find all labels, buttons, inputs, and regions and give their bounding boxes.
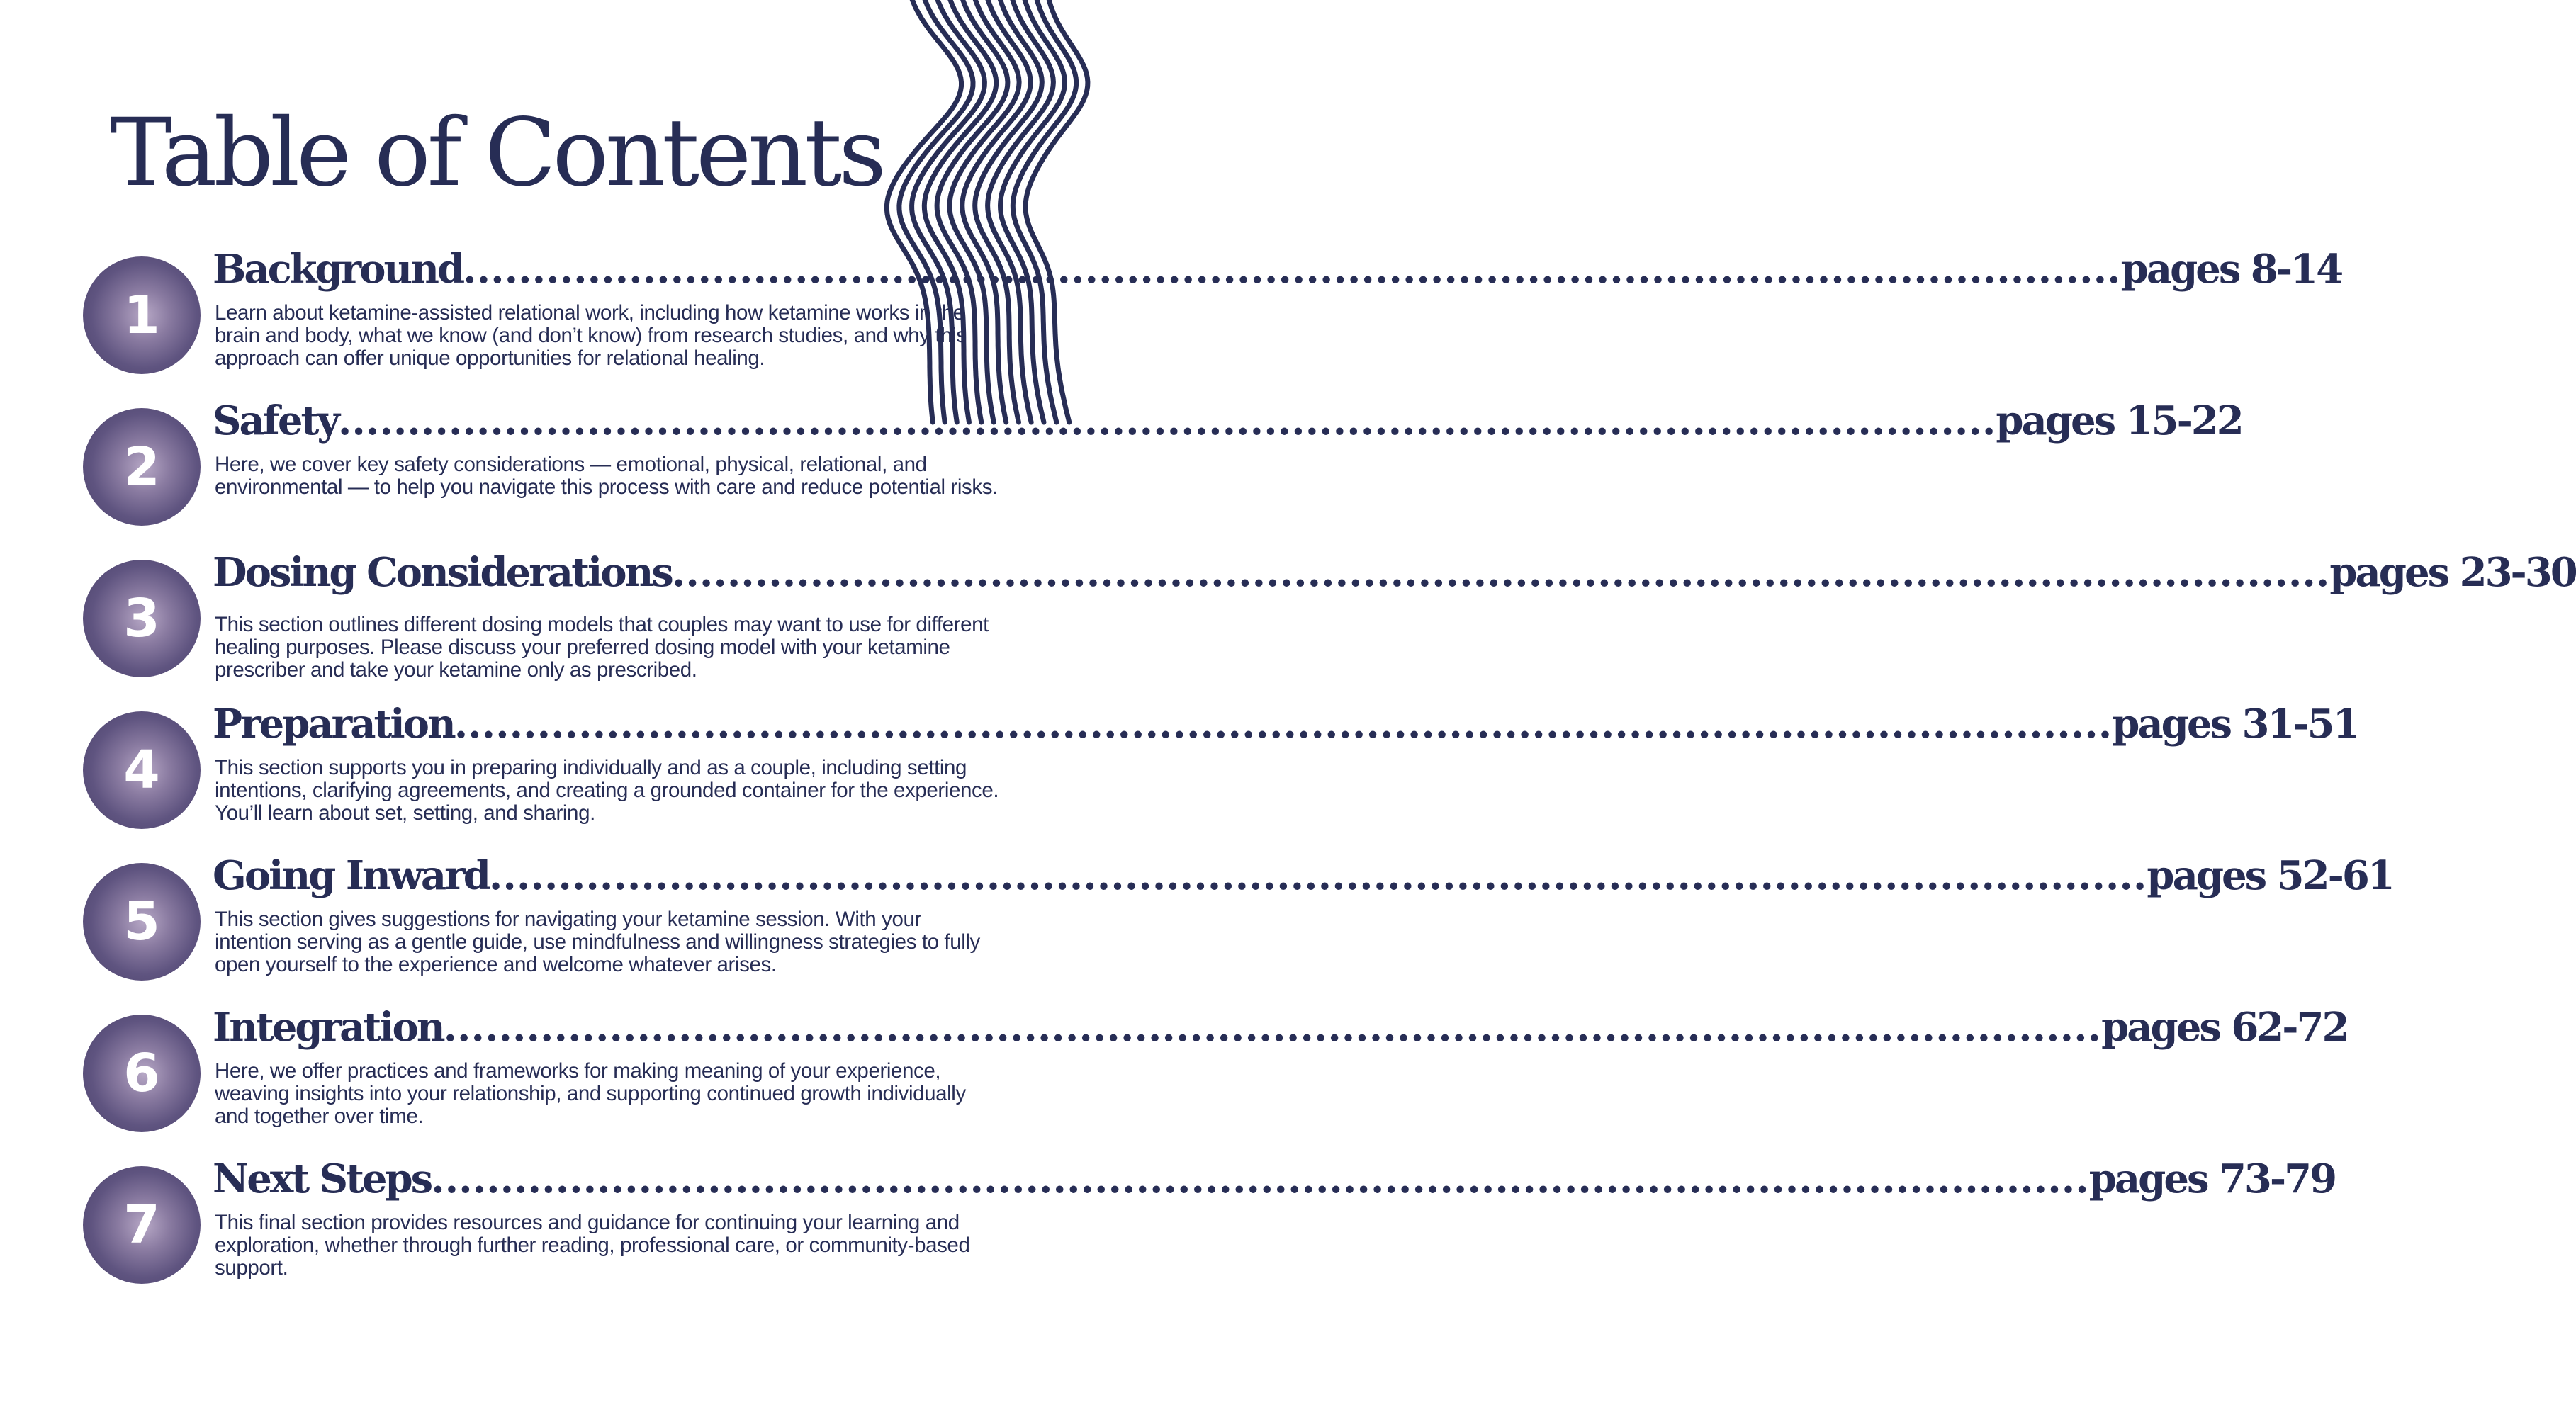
section-title: Safety bbox=[213, 397, 338, 444]
section-number-badge: 5 bbox=[83, 863, 201, 981]
section-number-badge: 6 bbox=[83, 1015, 201, 1132]
section-title: Dosing Considerations bbox=[213, 549, 672, 596]
section-title: Next Steps bbox=[213, 1156, 432, 1202]
section-title: Integration bbox=[213, 1004, 444, 1051]
section-description: This section outlines different dosing models that couples may want to use for different healing purposes. Please discuss your preferred dosing model with your ketamine prescriber and take your ketamine only as prescribed. bbox=[215, 613, 989, 682]
toc-entry-next-steps[interactable] bbox=[0, 1156, 2336, 1308]
dot-leader: ........................................................................................................................ bbox=[337, 397, 1996, 444]
toc-entry-preparation[interactable] bbox=[0, 701, 2358, 853]
page-range: pages 15-22 bbox=[1996, 397, 2242, 444]
page-range: pages 62-72 bbox=[2101, 1004, 2348, 1051]
section-title: Background bbox=[213, 246, 463, 293]
toc-entry-dosing-considerations[interactable] bbox=[0, 549, 2576, 701]
section-description: Learn about ketamine-assisted relational work, including how ketamine works in the brain and body, what we know (and don’t know) from research studies, and why this approach can offer unique opportunities for relational healing. bbox=[215, 301, 967, 370]
toc-entry-heading[interactable] bbox=[213, 701, 2358, 747]
toc-entry-heading[interactable] bbox=[213, 397, 2242, 444]
toc-entry-heading[interactable] bbox=[213, 852, 2393, 899]
dot-leader: ........................................................................................................................ bbox=[431, 1156, 2089, 1202]
section-description: Here, we cover key safety considerations — emotional, physical, relational, and environmental — to help you navigate this process with care and reduce potential risks. bbox=[215, 453, 998, 499]
dot-leader: ........................................................................................................................ bbox=[443, 1004, 2102, 1051]
toc-entry-heading[interactable] bbox=[213, 1004, 2348, 1051]
toc-entry-background[interactable] bbox=[0, 246, 2342, 398]
section-title: Preparation bbox=[213, 701, 454, 747]
toc-entry-safety[interactable] bbox=[0, 397, 2242, 550]
section-description: This final section provides resources and guidance for continuing your learning and exploration, whether through further reading, professional care, or community-based support. bbox=[215, 1211, 970, 1280]
section-description: This section gives suggestions for navigating your ketamine session. With your intention serving as a gentle guide, use mindfulness and willingness strategies to fully open yourself to the experience and welcome whatever arises. bbox=[215, 908, 980, 976]
toc-entry-heading[interactable] bbox=[213, 246, 2342, 293]
section-number-badge: 4 bbox=[83, 711, 201, 829]
page-range: pages 73-79 bbox=[2088, 1156, 2336, 1202]
page-range: pages 8-14 bbox=[2120, 246, 2342, 293]
dot-leader: ........................................................................................................................ bbox=[454, 701, 2113, 747]
section-description: Here, we offer practices and frameworks for making meaning of your experience, weaving insights into your relationship, and supporting continued growth individually and together over time. bbox=[215, 1059, 966, 1128]
section-number-badge: 3 bbox=[83, 560, 201, 677]
section-description: This section supports you in preparing individually and as a couple, including setting intentions, clarifying agreements, and creating a grounded container for the experience. You’ll learn about set, setting, and sharing. bbox=[215, 756, 999, 825]
page-title: Table of Contents bbox=[110, 98, 884, 208]
page-range: pages 31-51 bbox=[2112, 701, 2358, 747]
section-number-badge: 7 bbox=[83, 1166, 201, 1284]
dot-leader: ........................................................................................................................ bbox=[671, 549, 2330, 596]
toc-entry-heading[interactable] bbox=[213, 549, 2576, 596]
section-number-badge: 2 bbox=[83, 408, 201, 526]
page-range: pages 23-30 bbox=[2329, 549, 2576, 596]
toc-entry-going-inward[interactable] bbox=[0, 852, 2393, 1005]
section-title: Going Inward bbox=[213, 852, 489, 899]
toc-entry-integration[interactable] bbox=[0, 1004, 2348, 1156]
page-range: pages 52-61 bbox=[2147, 852, 2393, 899]
dot-leader: ........................................................................................................................ bbox=[463, 246, 2121, 293]
section-number-badge: 1 bbox=[83, 256, 201, 374]
dot-leader: ........................................................................................................................ bbox=[488, 852, 2147, 899]
toc-entry-heading[interactable] bbox=[213, 1156, 2336, 1202]
